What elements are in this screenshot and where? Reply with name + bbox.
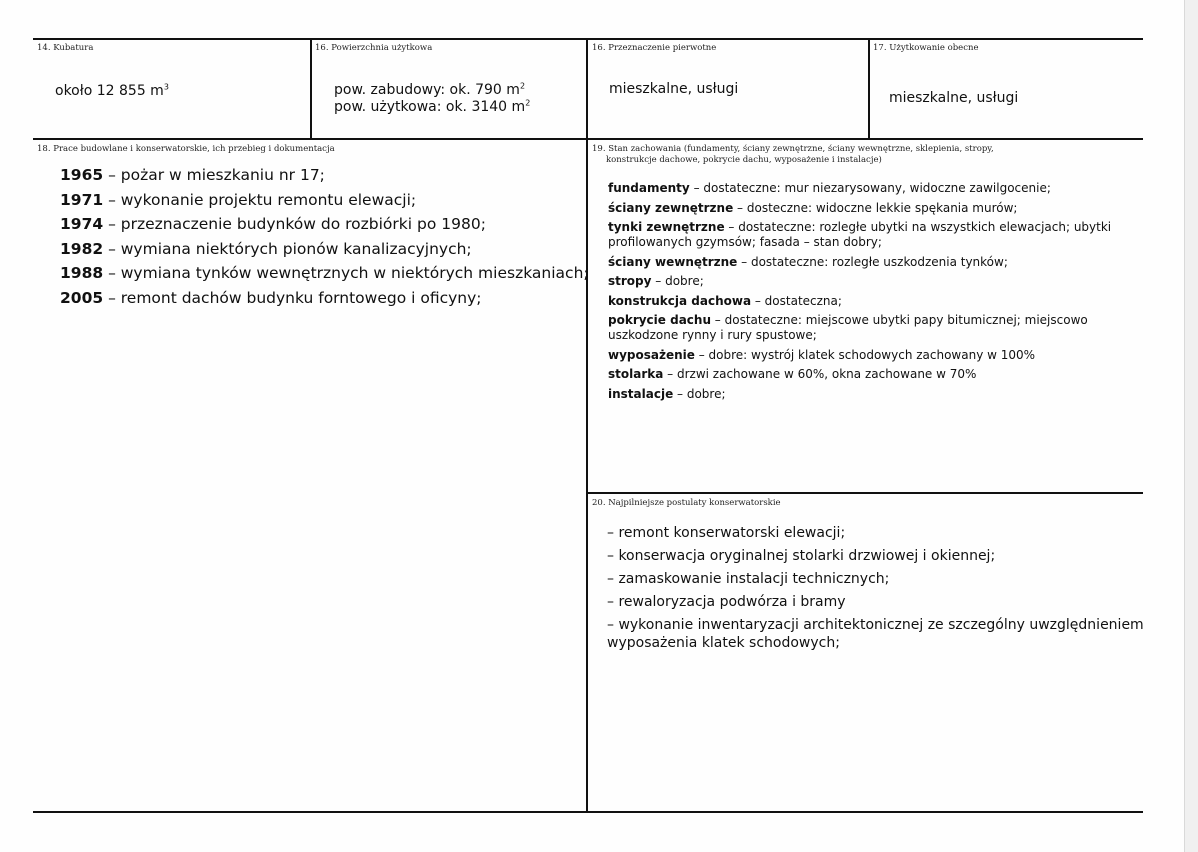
stan-text: – dobre: wystrój klatek schodowych zachowany w 100% xyxy=(694,347,1036,362)
col-divider-main xyxy=(586,38,588,813)
stan-list xyxy=(608,181,1148,406)
stan-term: wyposażenie xyxy=(608,347,695,362)
stan-term: ściany zewnętrzne xyxy=(608,200,734,215)
kubatura-value-unit: 3 xyxy=(163,82,169,92)
powierzchnia-uzytkowa-unit: 2 xyxy=(525,98,531,108)
postulat-item: – remont konserwatorski elewacji; xyxy=(607,525,846,541)
prace-text: – wymiana niektórych pionów kanalizacyjnych; xyxy=(103,239,472,258)
stan-text: – dostateczne: rozległe uszkodzenia tynków; xyxy=(737,254,1008,269)
stan-text: – dostateczne: miejscowe ubytki papy bitumicznej; miejscowo uszkodzone rynny i rury spustowe; xyxy=(608,313,1088,342)
stan-term: ściany wewnętrzne xyxy=(608,254,738,269)
stan-item xyxy=(608,255,1148,270)
postulaty-list xyxy=(607,524,1147,657)
stan-item xyxy=(608,181,1148,196)
prace-text: – remont dachów budynku forntowego i oficyny; xyxy=(103,288,482,307)
row-divider xyxy=(33,138,1143,140)
bottom-border xyxy=(33,811,1143,813)
postulaty-label: 20. Najpilniejsze postulaty konserwatorskie xyxy=(592,498,781,508)
prace-label: 18. Prace budowlane i konserwatorskie, ich przebieg i dokumentacja xyxy=(37,144,335,154)
stan-text: – dostateczne: mur niezarysowany, widoczne zawilgocenie; xyxy=(689,181,1051,195)
stan-item xyxy=(608,348,1148,363)
prace-list xyxy=(60,163,589,310)
stan-text: – dosteczne: widoczne lekkie spękania murów; xyxy=(733,200,1018,215)
stan-term: fundamenty xyxy=(608,181,690,195)
prace-item xyxy=(60,212,580,237)
powierzchnia-label: 16. Powierzchnia użytkowa xyxy=(315,43,433,53)
stan-text: – dostateczna; xyxy=(751,293,842,308)
uzytkowanie-value: mieszkalne, usługi xyxy=(889,90,1019,106)
top-border xyxy=(33,38,1143,40)
stan-item xyxy=(608,387,1148,402)
kubatura-label: 14. Kubatura xyxy=(37,43,94,53)
stan-term: stolarka xyxy=(608,367,664,381)
powierzchnia-uzytkowa-text: pow. użytkowa: ok. 3140 m xyxy=(334,99,526,115)
stan-term: stropy xyxy=(608,274,652,288)
postulat-item: – konserwacja oryginalnej stolarki drzwiowej i okiennej; xyxy=(607,548,996,564)
prace-year: 1971 xyxy=(60,190,104,209)
postulat-item: – rewaloryzacja podwórza i bramy xyxy=(607,594,846,610)
prace-year: 1988 xyxy=(60,264,104,282)
stan-text: – dobre; xyxy=(651,274,704,288)
prace-year: 2005 xyxy=(60,288,104,307)
stan-item xyxy=(608,220,1148,250)
prace-year: 1965 xyxy=(60,166,104,184)
stan-item xyxy=(608,201,1148,216)
prace-year: 1982 xyxy=(60,239,104,258)
prace-item xyxy=(60,163,580,188)
powierzchnia-zabudowy-unit: 2 xyxy=(519,81,526,91)
postulat-item: – wykonanie inwentaryzacji architektonicznej ze szczególny uwzględnieniem wyposażenia klatek schodowych; xyxy=(607,617,1144,651)
prace-text: – przeznaczenie budynków do rozbiórki po 1980; xyxy=(103,215,486,233)
prace-year: 1974 xyxy=(60,215,104,233)
stan-item xyxy=(608,294,1148,309)
stan-label-line2: konstrukcje dachowe, pokrycie dachu, wyposażenie i instalacje) xyxy=(606,155,882,165)
stan-text: – dostateczne: rozległe ubytki na wszystkich elewacjach; ubytki profilowanych gzymsów; fasada – stan dobry; xyxy=(608,220,1112,249)
stan-label-line1: 19. Stan zachowania (fundamenty, ściany zewnętrzne, ściany wewnętrzne, sklepienia, stropy, xyxy=(592,144,994,154)
prace-text: – pożar w mieszkaniu nr 17; xyxy=(103,166,325,184)
postulat-item: – zamaskowanie instalacji technicznych; xyxy=(607,571,890,587)
stan-text: – dobre; xyxy=(673,386,726,401)
stan-text: – drzwi zachowane w 60%, okna zachowane w 70% xyxy=(663,367,977,381)
page-edge xyxy=(1184,0,1198,852)
stan-term: tynki zewnętrzne xyxy=(608,220,725,234)
powierzchnia-zabudowy-text: pow. zabudowy: ok. 790 m xyxy=(334,82,520,98)
col-divider-1 xyxy=(310,38,312,139)
stan-term: konstrukcja dachowa xyxy=(608,293,752,308)
prace-item xyxy=(60,261,589,286)
prace-text: – wykonanie projektu remontu elewacji; xyxy=(103,190,417,209)
prace-text: – wymiana tynków wewnętrznych w niektórych mieszkaniach; xyxy=(103,264,589,282)
stan-item xyxy=(608,367,1148,382)
stan-item xyxy=(608,313,1148,343)
kubatura-value xyxy=(55,82,169,100)
stan-item xyxy=(608,274,1148,289)
stan-term: pokrycie dachu xyxy=(608,313,711,327)
uzytkowanie-label: 17. Użytkowanie obecne xyxy=(873,43,979,53)
przeznaczenie-value: mieszkalne, usługi xyxy=(609,81,739,97)
stan-term: instalacje xyxy=(608,386,674,401)
col-divider-3 xyxy=(868,38,870,139)
section-divider-right xyxy=(587,492,1143,494)
kubatura-value-text: około 12 855 m xyxy=(55,83,164,99)
prace-item xyxy=(60,188,580,213)
powierzchnia-uzytkowa xyxy=(334,98,530,116)
przeznaczenie-label: 16. Przeznaczenie pierwotne xyxy=(592,43,717,53)
prace-item xyxy=(60,286,580,311)
prace-item xyxy=(60,237,580,262)
powierzchnia-zabudowy xyxy=(334,81,525,99)
